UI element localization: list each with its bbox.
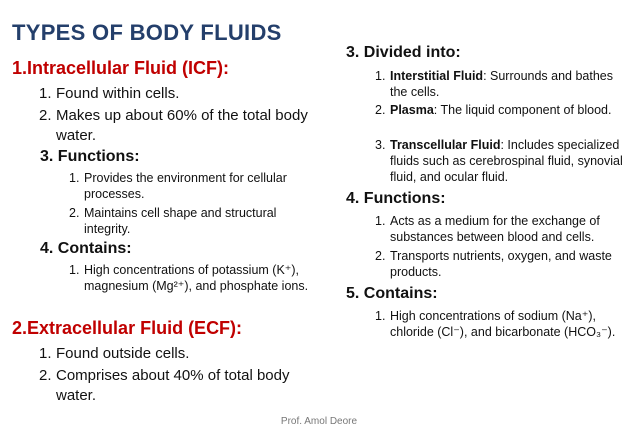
ecf-functions-heading: 4. Functions: bbox=[346, 190, 446, 207]
divided-heading: 3. Divided into: bbox=[346, 44, 461, 61]
ecf-function-1 bbox=[375, 213, 628, 245]
ecf-function-2-text: Transports nutrients, oxygen, and waste products. bbox=[390, 249, 612, 279]
ecf-item-2-text: Comprises about 40% of total body water. bbox=[56, 367, 290, 404]
divided-item-2-num: 2. bbox=[375, 103, 386, 117]
ecf-item-1-text: Found outside cells. bbox=[56, 345, 190, 362]
icf-functions-heading: 3. Functions: bbox=[40, 148, 140, 165]
icf-item-2-text: Makes up about 60% of the total body water. bbox=[56, 107, 308, 144]
icf-item-1 bbox=[39, 84, 316, 104]
divided-item-1 bbox=[375, 68, 628, 100]
icf-contains-1-num: 1. bbox=[69, 263, 80, 277]
icf-contains-heading: 4. Contains: bbox=[40, 240, 132, 257]
ecf-item-2 bbox=[39, 366, 318, 406]
ecf-contains-1-num: 1. bbox=[375, 309, 386, 323]
icf-contains-1-text: High concentrations of potassium (K⁺), magnesium (Mg²⁺), and phosphate ions. bbox=[84, 263, 309, 293]
ecf-item-1 bbox=[39, 344, 318, 364]
icf-item-1-text: Found within cells. bbox=[56, 85, 180, 102]
icf-contains-1 bbox=[69, 262, 322, 294]
footer-author: Prof. Amol Deore bbox=[280, 416, 358, 427]
divided-item-3-desc: : Includes specialized fluids such as cerebrospinal fluid, synovial fluid, and ocular fluid. bbox=[390, 138, 623, 184]
ecf-function-1-num: 1. bbox=[375, 214, 386, 228]
ecf-function-2-num: 2. bbox=[375, 249, 386, 263]
icf-function-2-text: Maintains cell shape and structural integrity. bbox=[84, 206, 277, 236]
icf-function-1-num: 1. bbox=[69, 171, 80, 185]
ecf-contains-1-text: High concentrations of sodium (Na⁺), chloride (Cl⁻), and bicarbonate (HCO₃⁻). bbox=[390, 309, 616, 339]
icf-item-1-num: 1. bbox=[39, 85, 52, 102]
divided-item-1-term: Interstitial Fluid bbox=[390, 69, 484, 83]
divided-item-3 bbox=[375, 137, 628, 185]
slide-title: TYPES OF BODY FLUIDS bbox=[12, 20, 282, 45]
ecf-item-2-num: 2. bbox=[39, 367, 52, 384]
divided-item-3-num: 3. bbox=[375, 138, 386, 152]
icf-heading: 1.Intracellular Fluid (ICF): bbox=[12, 58, 230, 78]
ecf-heading: 2.Extracellular Fluid (ECF): bbox=[12, 318, 243, 338]
ecf-contains-1 bbox=[375, 308, 630, 340]
icf-function-2-num: 2. bbox=[69, 206, 80, 220]
divided-item-3-term: Transcellular Fluid bbox=[390, 138, 501, 152]
divided-item-2-desc: : The liquid component of blood. bbox=[433, 103, 612, 117]
icf-item-2-num: 2. bbox=[39, 107, 52, 124]
ecf-function-2 bbox=[375, 248, 628, 280]
icf-function-1-text: Provides the environment for cellular processes. bbox=[84, 171, 287, 201]
ecf-item-1-num: 1. bbox=[39, 345, 52, 362]
divided-item-1-num: 1. bbox=[375, 69, 386, 83]
divided-item-2 bbox=[375, 102, 628, 118]
icf-function-2 bbox=[69, 205, 316, 237]
divided-item-2-term: Plasma bbox=[390, 103, 434, 117]
divided-item-1-desc: : Surrounds and bathes the cells. bbox=[390, 69, 614, 99]
ecf-function-1-text: Acts as a medium for the exchange of substances between blood and cells. bbox=[390, 214, 600, 244]
icf-item-2 bbox=[39, 106, 316, 146]
ecf-contains-heading: 5. Contains: bbox=[346, 285, 438, 302]
icf-function-1 bbox=[69, 170, 316, 202]
